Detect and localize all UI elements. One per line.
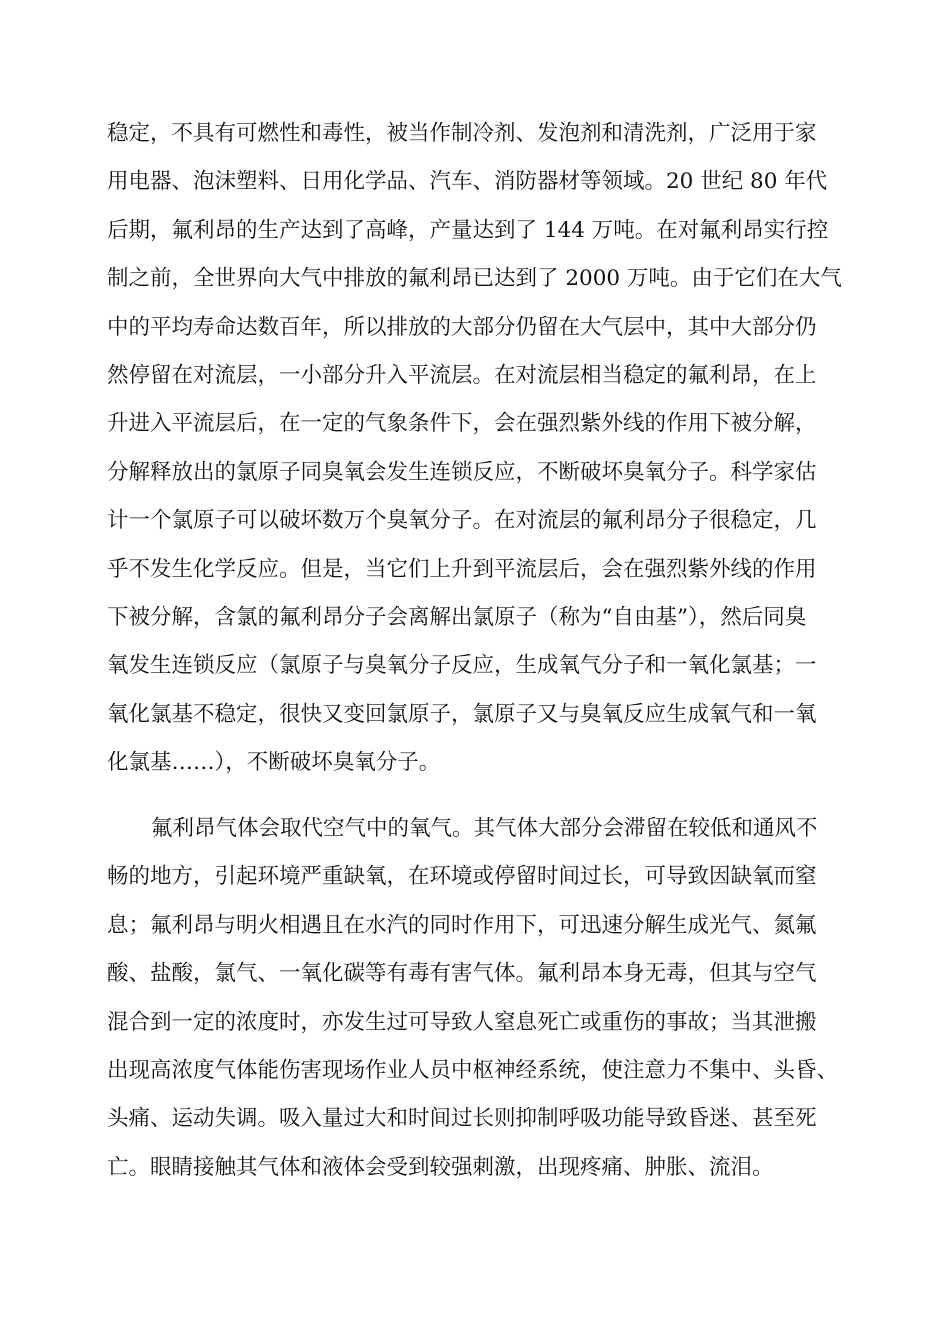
- paragraph-freon-ozone: [107, 110, 849, 800]
- text-line: 中的平均寿命达数百年，所以排放的大部分仍留在大气层中，其中大部分仍: [107, 314, 817, 340]
- text-line-indented: 氟利昂气体会取代空气中的氧气。其气体大部分会滞留在较低和通风不: [151, 816, 818, 841]
- text-line: 计一个氯原子可以破坏数万个臭氧分子。在对流层的氟利昂分子很稳定，几: [107, 508, 817, 534]
- text-line: 后期，氟利昂的生产达到了高峰，产量达到了 144 万吨。在对氟利昂实行控: [107, 217, 829, 243]
- text-line: 化氯基……），不断破坏臭氧分子。: [107, 750, 441, 776]
- text-line: 出现高浓度气体能伤害现场作业人员中枢神经系统，使注意力不集中、头昏、: [107, 1057, 839, 1083]
- text-line: 制之前，全世界向大气中排放的氟利昂已达到了 2000 万吨。由于它们在大气: [107, 266, 842, 292]
- text-line: 氧发生连锁反应（氯原子与臭氧分子反应，生成氧气分子和一氧化氯基；一: [107, 653, 817, 679]
- text-line: 然停留在对流层，一小部分升入平流层。在对流层相当稳定的氟利昂，在上: [107, 362, 817, 388]
- text-line: 下被分解，含氯的氟利昂分子会离解出氯原子（称为“自由基”），然后同臭: [107, 604, 807, 630]
- text-line: 亡。眼睛接触其气体和液体会受到较强刺激，出现疼痛、肿胀、流泪。: [107, 1154, 774, 1180]
- text-line: 用电器、泡沫塑料、日用化学品、汽车、消防器材等领域。20 世纪 80 年代: [107, 169, 828, 195]
- text-line: 分解释放出的氯原子同臭氧会发生连锁反应，不断破坏臭氧分子。科学家估: [107, 459, 817, 485]
- paragraph-freon-hazards: [107, 805, 849, 1195]
- text-line: 氧化氯基不稳定，很快又变回氯原子，氯原子又与臭氧反应生成氧气和一氧: [107, 701, 817, 727]
- text-line: 头痛、运动失调。吸入量过大和时间过长则抑制呼吸功能导致昏迷、甚至死: [107, 1106, 817, 1132]
- text-line: 息；氟利昂与明火相遇且在水汽的同时作用下，可迅速分解生成光气、氮氟: [107, 912, 817, 938]
- text-line: 乎不发生化学反应。但是，当它们上升到平流层后，会在强烈紫外线的作用: [107, 556, 817, 582]
- text-line: 畅的地方，引起环境严重缺氧，在环境或停留时间过长，可导致因缺氧而窒: [107, 864, 817, 890]
- text-line: 升进入平流层后，在一定的气象条件下，会在强烈紫外线的作用下被分解，: [107, 411, 817, 437]
- text-line: 稳定，不具有可燃性和毒性，被当作制冷剂、发泡剂和清洗剂，广泛用于家: [107, 121, 817, 146]
- text-line: 酸、盐酸，氯气、一氧化碳等有毒有害气体。氟利昂本身无毒，但其与空气: [107, 961, 817, 987]
- text-line: 混合到一定的浓度时，亦发生过可导致人窒息死亡或重伤的事故；当其泄搬: [107, 1009, 817, 1035]
